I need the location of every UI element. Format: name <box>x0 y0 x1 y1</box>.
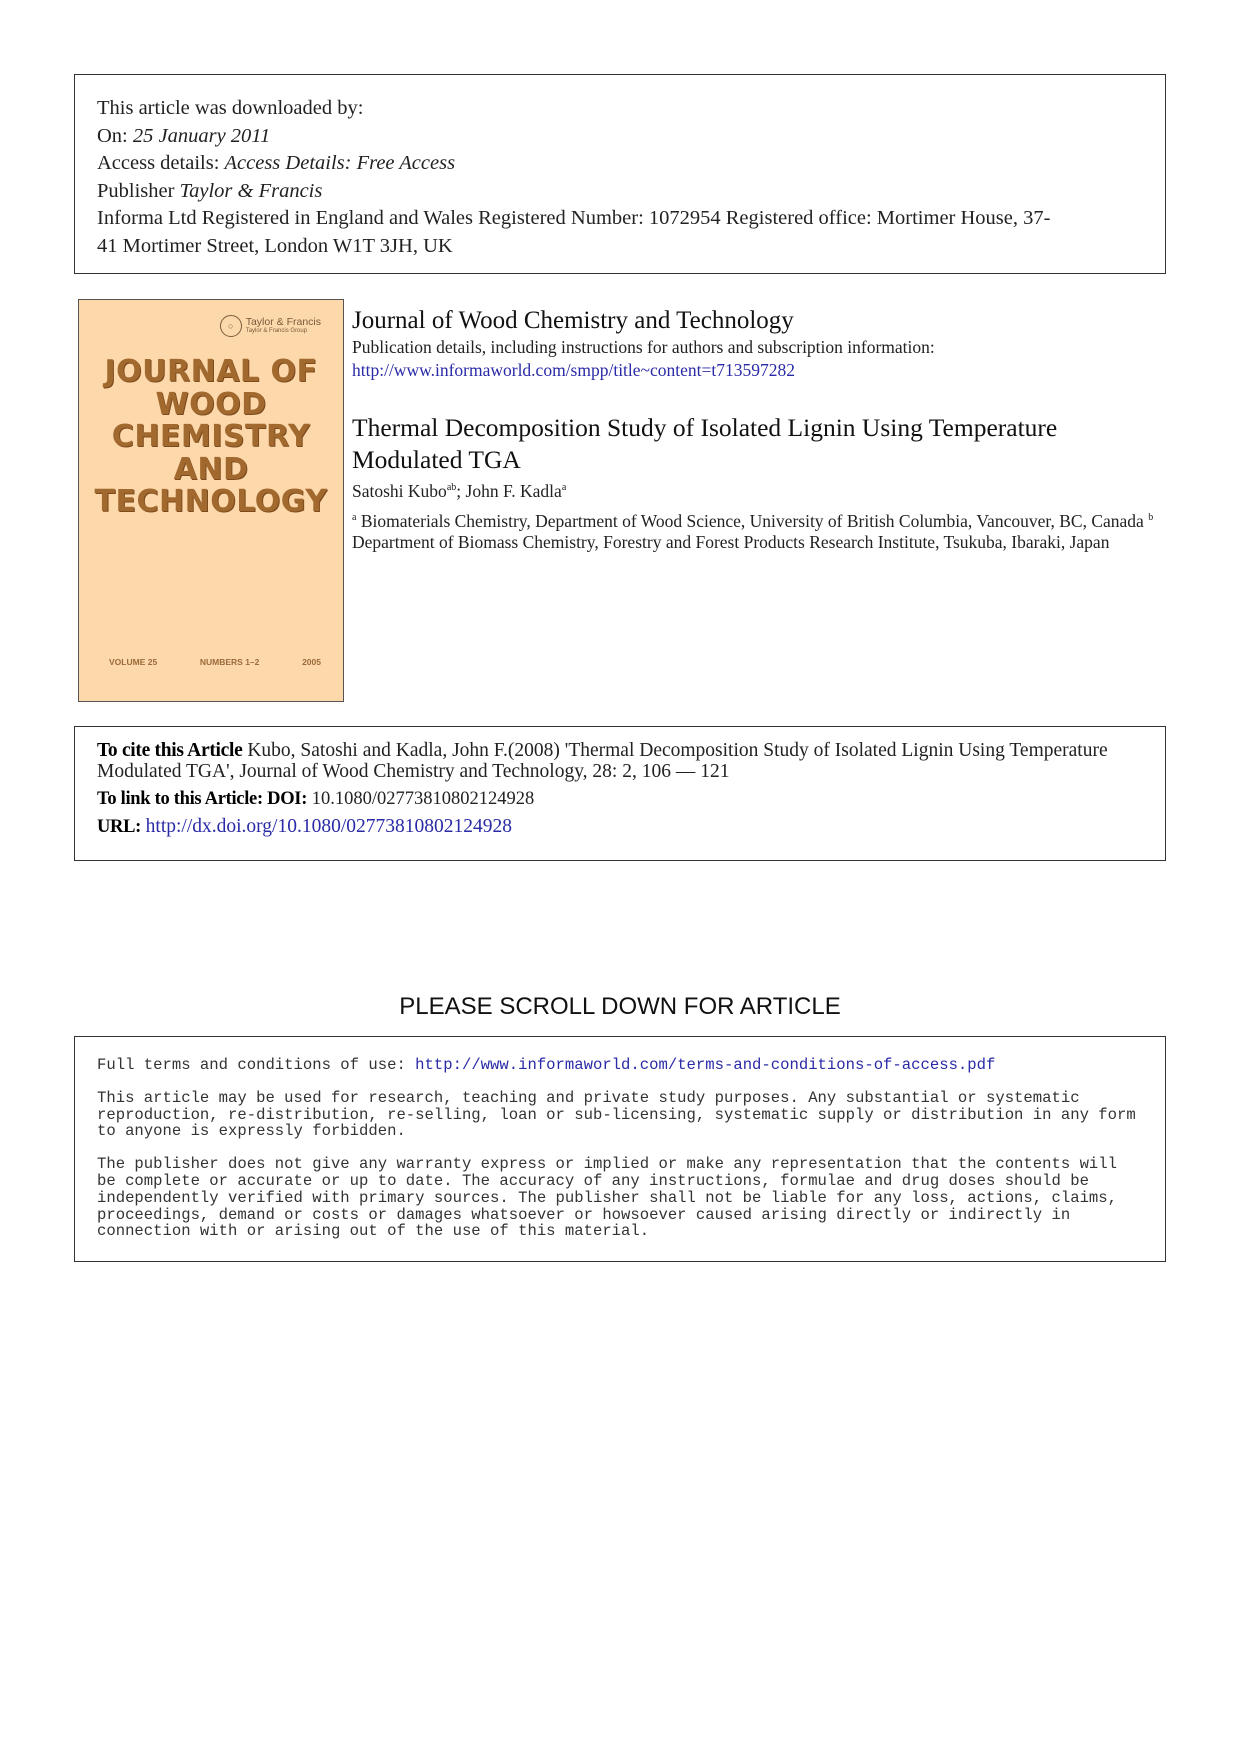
publisher-logo-icon: ○ <box>220 315 242 337</box>
doi-url-link[interactable]: http://dx.doi.org/10.1080/02773810802124928 <box>145 816 513 837</box>
on-label: On: <box>97 124 128 147</box>
scroll-note: PLEASE SCROLL DOWN FOR ARTICLE <box>399 993 841 1020</box>
doi-row <box>97 788 1143 810</box>
cover-publisher-name: Taylor & Francis <box>245 316 321 328</box>
author-name: Satoshi Kubo <box>352 480 447 501</box>
terms-intro <box>97 1057 1143 1074</box>
publisher <box>97 178 1143 206</box>
url-label: URL: <box>97 817 142 837</box>
cite-label: To cite this Article <box>97 740 243 761</box>
affiliations <box>352 507 1172 553</box>
author-sup: ab <box>446 482 457 493</box>
cover-title-line: JOURNAL OF <box>104 354 318 389</box>
cover-volume: VOLUME 25 <box>109 657 158 667</box>
download-line: This article was downloaded by: <box>97 97 364 119</box>
journal-title: Journal of Wood Chemistry and Technology <box>352 307 794 334</box>
affiliation-b: Department of Biomass Chemistry, Forestry and Forest Products Research Institute, Tsukuba, Ibaraki, Japan <box>352 531 1110 552</box>
cover-title-line: CHEMISTRY <box>111 419 311 454</box>
cover-publisher <box>220 315 321 337</box>
journal-url-link[interactable]: http://www.informaworld.com/smpp/title~content=t713597282 <box>352 360 796 380</box>
publisher-value: Taylor & Francis <box>179 179 323 202</box>
terms-box <box>74 1036 1166 1262</box>
affiliation-a: Biomaterials Chemistry, Department of Wood Science, University of British Columbia, Vancouver, BC, Canada <box>356 510 1149 531</box>
terms-url-link[interactable]: http://www.informaworld.com/terms-and-conditions-of-access.pdf <box>415 1056 996 1074</box>
author-sup: a <box>561 482 567 493</box>
access-details <box>97 150 1143 178</box>
cover-publisher-sub: Taylor & Francis Group <box>245 328 308 334</box>
citation <box>97 741 1143 782</box>
authors <box>352 476 1172 503</box>
terms-paragraph: The publisher does not give any warranty express or implied or make any representation that the contents will be complete or accurate or up to date. The accuracy of any instructions, formulae and drug doses should be independently verified with primary sources. The publisher shall not be liable for any loss, actions, claims, proceedings, demand or costs or damages whatsoever or howsoever caused arising directly or indirectly in connection with or arising out of the use of this material. <box>97 1155 1117 1241</box>
affiliation-sup: a <box>352 511 357 523</box>
on-value: 25 January 2011 <box>132 124 271 147</box>
doi-label: To link to this Article: DOI: <box>97 789 308 809</box>
cover-title-line: AND <box>173 451 249 487</box>
author-name: ; John F. Kadla <box>456 480 562 501</box>
publication-details: Publication details, including instructions for authors and subscription information: <box>352 337 935 357</box>
terms-intro-text: Full terms and conditions of use: <box>97 1056 416 1074</box>
cover-numbers: NUMBERS 1–2 <box>199 657 260 667</box>
access-value: Access Details: Free Access <box>224 152 456 174</box>
download-info-box <box>74 74 1166 274</box>
doi-value: 10.1080/02773810802124928 <box>307 789 535 809</box>
terms-paragraph: This article may be used for research, teaching and private study purposes. Any substantial or systematic reproduction, re-distribution, re-selling, loan or sub-licensing, systematic supply or distribution in any form to anyone is expressly forbidden. <box>97 1088 1136 1141</box>
cite-text: Kubo, Satoshi and Kadla, John F.(2008) 'Thermal Decomposition Study of Isolated Lignin Using Temperature Modulated TGA', Journal of Wood Chemistry and Technology, 28: 2, 106 — 121 <box>97 740 1108 782</box>
cover-year: 2005 <box>302 657 321 667</box>
registration-info: Informa Ltd Registered in England and Wales Registered Number: 1072954 Registered office: Mortimer House, 37- <box>97 207 1051 229</box>
article-title: Thermal Decomposition Study of Isolated Lignin Using Temperature Modulated TGA <box>352 413 1058 474</box>
cover-title <box>79 356 343 519</box>
citation-box <box>74 726 1166 861</box>
download-date <box>97 123 1143 151</box>
cover-title-line: WOOD <box>155 386 267 422</box>
url-row <box>97 816 1143 838</box>
publisher-label: Publisher <box>97 179 175 202</box>
cover-footer <box>109 657 321 667</box>
journal-info <box>352 306 1172 553</box>
affiliation-sup: b <box>1148 511 1154 523</box>
access-label: Access details: <box>97 152 220 174</box>
journal-cover-image <box>78 299 344 702</box>
registration-info-cont: 41 Mortimer Street, London W1T 3JH, UK <box>97 234 453 257</box>
cover-title-line: TECHNOLOGY <box>94 484 328 519</box>
